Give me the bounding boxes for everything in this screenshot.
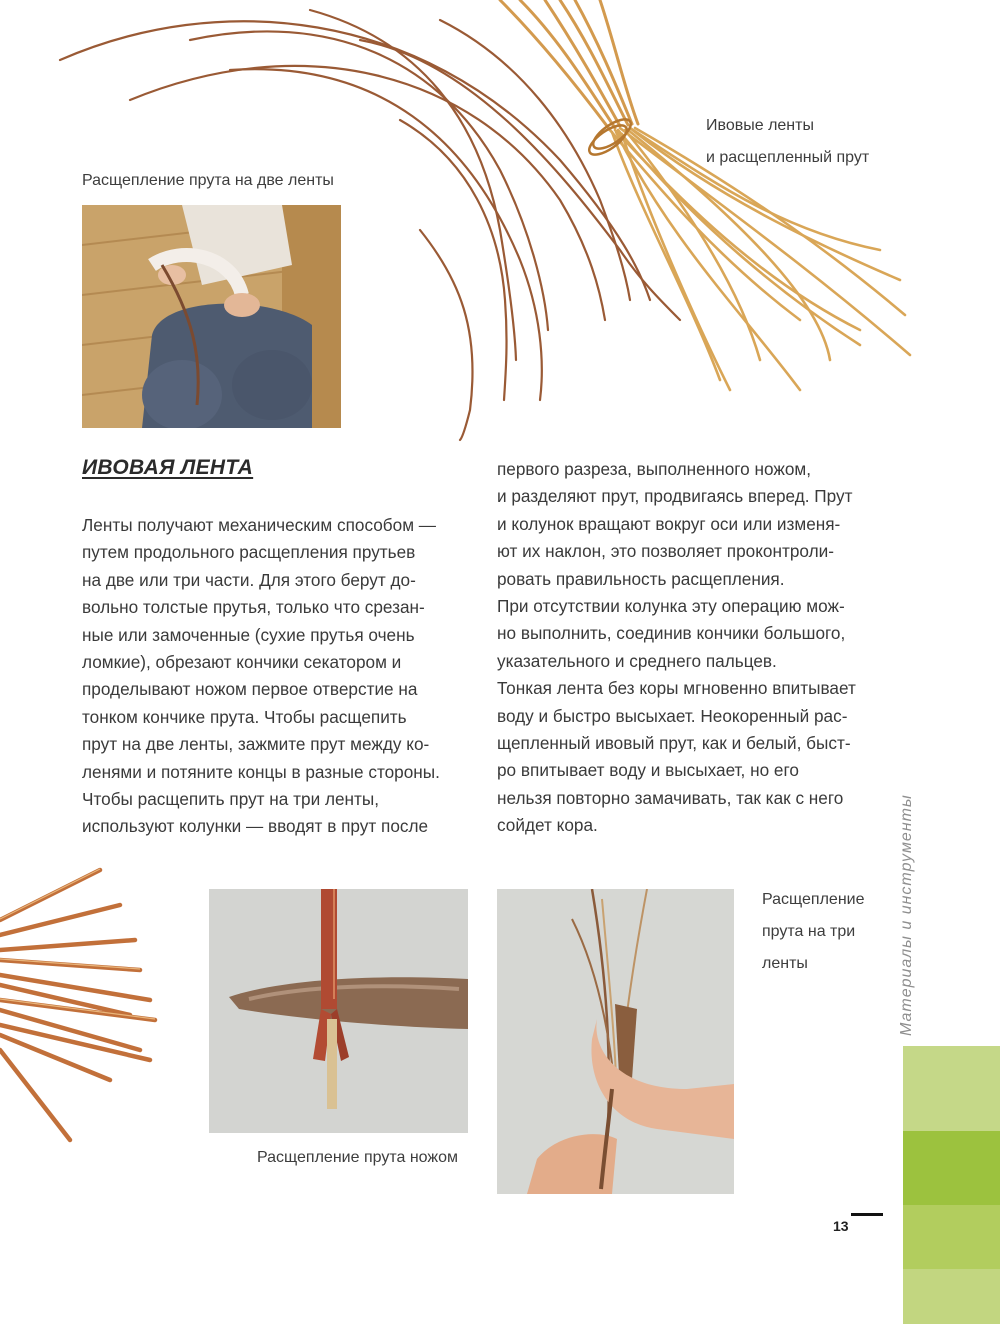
photo-split-three-strips [497, 889, 734, 1194]
caption-line: Ивовые ленты [706, 117, 814, 134]
text-line: Чтобы расщепить прут на три ленты, [82, 789, 380, 810]
text-line: ломкие), обрезают кончики секатором и [82, 652, 402, 673]
photo-split-two-strips [82, 205, 341, 428]
text-line: первого разреза, выполненного ножом, [497, 459, 812, 479]
side-band-2 [903, 1131, 1000, 1205]
caption-line: Расщепление прута ножом [257, 1149, 458, 1166]
text-line: указательного и среднего пальцев. [497, 650, 777, 671]
text-line: и разделяют прут, продвигаясь вперед. Прут [497, 486, 853, 507]
text-line: Тонкая лента без коры мгновенно впитывает [497, 678, 856, 699]
caption-split-knife [257, 1142, 458, 1174]
side-band-3 [903, 1205, 1000, 1269]
text-line: прут на две ленты, зажмите прут между ко- [82, 734, 430, 755]
text-line: Ленты получают механическим способом — [82, 515, 436, 535]
text-line: ленями и потяните концы в разные стороны. [82, 761, 440, 782]
caption-line: прута на три [762, 923, 856, 940]
text-line: воду и быстро высыхает. Неокоренный рас- [497, 705, 848, 726]
text-line: сойдет кора. [497, 815, 598, 836]
caption-line: и расщепленный прут [706, 149, 870, 166]
chapter-side-label: Материалы и инструменты [898, 794, 915, 1036]
text-line: и колунок вращают вокруг оси или изменя- [497, 513, 841, 534]
text-line: ные или замоченные (сухие прутья очень [82, 624, 415, 645]
caption-split-two [82, 165, 334, 197]
text-line: ют их наклон, это позволяет проконтроли- [497, 541, 834, 562]
body-text-right [497, 456, 856, 840]
text-line: ровать правильность расщепления. [497, 568, 785, 589]
text-line: путем продольного расщепления прутьев [82, 542, 416, 563]
text-line: используют колунки — вводят в прут после [82, 816, 429, 837]
side-band-4 [903, 1269, 1000, 1324]
page-number-rule [851, 1213, 883, 1216]
section-heading: ИВОВАЯ ЛЕНТА [82, 456, 254, 479]
text-line: на две или три части. Для этого берут до- [82, 569, 416, 590]
caption-split-three [762, 884, 865, 980]
side-band-1 [903, 1046, 1000, 1131]
page-number: 13 [833, 1218, 849, 1234]
caption-line: ленты [762, 955, 808, 972]
caption-willow-strips [706, 110, 869, 174]
text-line: При отсутствии колунка эту операцию мож- [497, 596, 845, 617]
willow-sticks-illustration [0, 860, 170, 1160]
text-line: вольно толстые прутья, только что срезан- [82, 597, 425, 618]
body-text-left [82, 512, 440, 841]
text-line: но выполнить, соединив кончики большого, [497, 623, 846, 644]
text-line: проделывают ножом первое отверстие на [82, 679, 418, 700]
text-line: нельзя повторно замачивать, так как с него [497, 787, 844, 808]
photo-split-with-knife [209, 889, 468, 1133]
text-line: тонком кончике прута. Чтобы расщепить [82, 706, 407, 727]
caption-line: Расщепление прута на две ленты [82, 172, 334, 189]
text-line: ро впитывает воду и высыхает, но его [497, 760, 799, 781]
text-line: щепленный ивовый прут, как и белый, быст- [497, 733, 851, 754]
caption-line: Расщепление [762, 891, 865, 908]
